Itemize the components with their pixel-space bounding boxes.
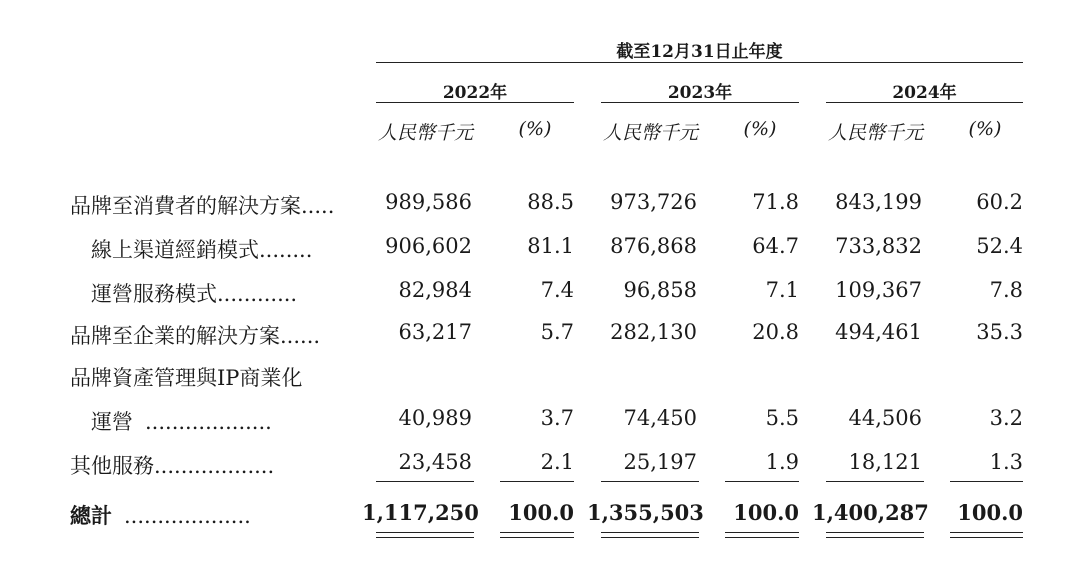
cell-pct-2022: 81.1 [527, 234, 574, 258]
subtotal-rule-2023-pct [725, 481, 799, 482]
cell-pct-2023: 5.5 [765, 406, 799, 430]
subtotal-rule-2024-amount [826, 481, 924, 482]
cell-amount-2022: 63,217 [398, 320, 472, 344]
cell-pct-2024: 1.3 [989, 450, 1023, 474]
year-rule-2024 [826, 102, 1023, 103]
table-row [70, 362, 302, 392]
total-amount-2023: 1,355,503 [587, 500, 704, 525]
year-rule-2023 [601, 102, 799, 103]
total-double-rule-2023-pct-a [725, 532, 799, 533]
row-leader: ........ [259, 238, 313, 262]
table-row [70, 190, 334, 220]
total-leader: ................... [124, 504, 251, 528]
total-double-rule-2024-pct-a [950, 532, 1023, 533]
row-leader: ................... [145, 410, 272, 434]
row-leader: ...... [280, 324, 321, 348]
total-double-rule-2024-amount-b [826, 537, 924, 538]
table-row [91, 278, 297, 308]
total-label: 總計 [70, 503, 112, 528]
cell-amount-2024: 44,506 [848, 406, 922, 430]
cell-amount-2023: 25,197 [623, 450, 697, 474]
total-double-rule-2024-pct-b [950, 537, 1023, 538]
cell-pct-2022: 7.4 [540, 278, 574, 302]
year-header-2023: 2023年 [667, 83, 733, 103]
subtotal-rule-2022-pct [500, 481, 574, 482]
unit-amount-2024: 人民幣千元 [828, 122, 924, 144]
table-row [91, 234, 312, 264]
unit-amount-2022: 人民幣千元 [378, 122, 474, 144]
row-label: 品牌至消費者的解決方案 [70, 194, 301, 218]
row-label: 運營 [91, 410, 133, 434]
subtotal-rule-2024-pct [950, 481, 1023, 482]
cell-pct-2023: 71.8 [752, 190, 799, 214]
cell-pct-2023: 7.1 [765, 278, 799, 302]
cell-pct-2024: 60.2 [976, 190, 1023, 214]
table-row [91, 406, 272, 436]
cell-pct-2022: 2.1 [540, 450, 574, 474]
cell-amount-2024: 18,121 [848, 450, 922, 474]
period-header: 截至12月31日止年度 [616, 42, 783, 62]
cell-amount-2024: 494,461 [835, 320, 922, 344]
total-double-rule-2024-amount-a [826, 532, 924, 533]
cell-amount-2023: 876,868 [610, 234, 697, 258]
subtotal-rule-2022-amount [376, 481, 474, 482]
cell-amount-2024: 843,199 [835, 190, 922, 214]
cell-amount-2022: 40,989 [398, 406, 472, 430]
total-double-rule-2023-amount-b [601, 537, 699, 538]
cell-pct-2022: 5.7 [540, 320, 574, 344]
row-label: 其他服務 [70, 454, 154, 478]
row-leader: ..... [301, 194, 335, 218]
cell-amount-2022: 906,602 [385, 234, 472, 258]
total-double-rule-2022-amount-b [376, 537, 474, 538]
cell-pct-2023: 64.7 [752, 234, 799, 258]
total-pct-2024: 100.0 [957, 500, 1023, 525]
cell-amount-2022: 989,586 [385, 190, 472, 214]
cell-pct-2022: 3.7 [540, 406, 574, 430]
row-leader: ............ [217, 282, 298, 306]
period-header-rule [376, 62, 1023, 63]
unit-pct-2023: (%) [743, 118, 777, 140]
total-double-rule-2023-amount-a [601, 532, 699, 533]
subtotal-rule-2023-amount [601, 481, 699, 482]
row-label: 品牌至企業的解決方案 [70, 324, 280, 348]
total-pct-2023: 100.0 [733, 500, 799, 525]
table-row [70, 450, 274, 480]
total-amount-2024: 1,400,287 [812, 500, 929, 525]
cell-amount-2022: 23,458 [398, 450, 472, 474]
cell-amount-2022: 82,984 [398, 278, 472, 302]
total-double-rule-2022-pct-b [500, 537, 574, 538]
unit-pct-2024: (%) [968, 118, 1002, 140]
cell-pct-2023: 1.9 [765, 450, 799, 474]
unit-pct-2022: (%) [518, 118, 552, 140]
total-double-rule-2023-pct-b [725, 537, 799, 538]
row-label: 線上渠道經銷模式 [91, 238, 259, 262]
cell-amount-2023: 282,130 [610, 320, 697, 344]
table-row [70, 320, 320, 350]
cell-pct-2024: 7.8 [989, 278, 1023, 302]
unit-amount-2023: 人民幣千元 [603, 122, 699, 144]
cell-pct-2024: 52.4 [976, 234, 1023, 258]
total-pct-2022: 100.0 [508, 500, 574, 525]
cell-pct-2023: 20.8 [752, 320, 799, 344]
row-leader: .................. [154, 454, 275, 478]
row-label: 運營服務模式 [91, 282, 217, 306]
year-header-2024: 2024年 [892, 83, 957, 103]
cell-amount-2024: 109,367 [835, 278, 922, 302]
cell-amount-2023: 96,858 [623, 278, 697, 302]
total-double-rule-2022-amount-a [376, 532, 474, 533]
cell-pct-2024: 35.3 [976, 320, 1023, 344]
year-rule-2022 [376, 102, 574, 103]
row-label: 品牌資產管理與IP商業化 [70, 366, 303, 390]
cell-amount-2023: 973,726 [610, 190, 697, 214]
year-header-2022: 2022年 [442, 83, 508, 103]
cell-amount-2023: 74,450 [623, 406, 697, 430]
cell-pct-2022: 88.5 [527, 190, 574, 214]
total-amount-2022: 1,117,250 [362, 500, 479, 525]
total-row [70, 500, 251, 530]
cell-amount-2024: 733,832 [835, 234, 922, 258]
total-double-rule-2022-pct-a [500, 532, 574, 533]
cell-pct-2024: 3.2 [989, 406, 1023, 430]
